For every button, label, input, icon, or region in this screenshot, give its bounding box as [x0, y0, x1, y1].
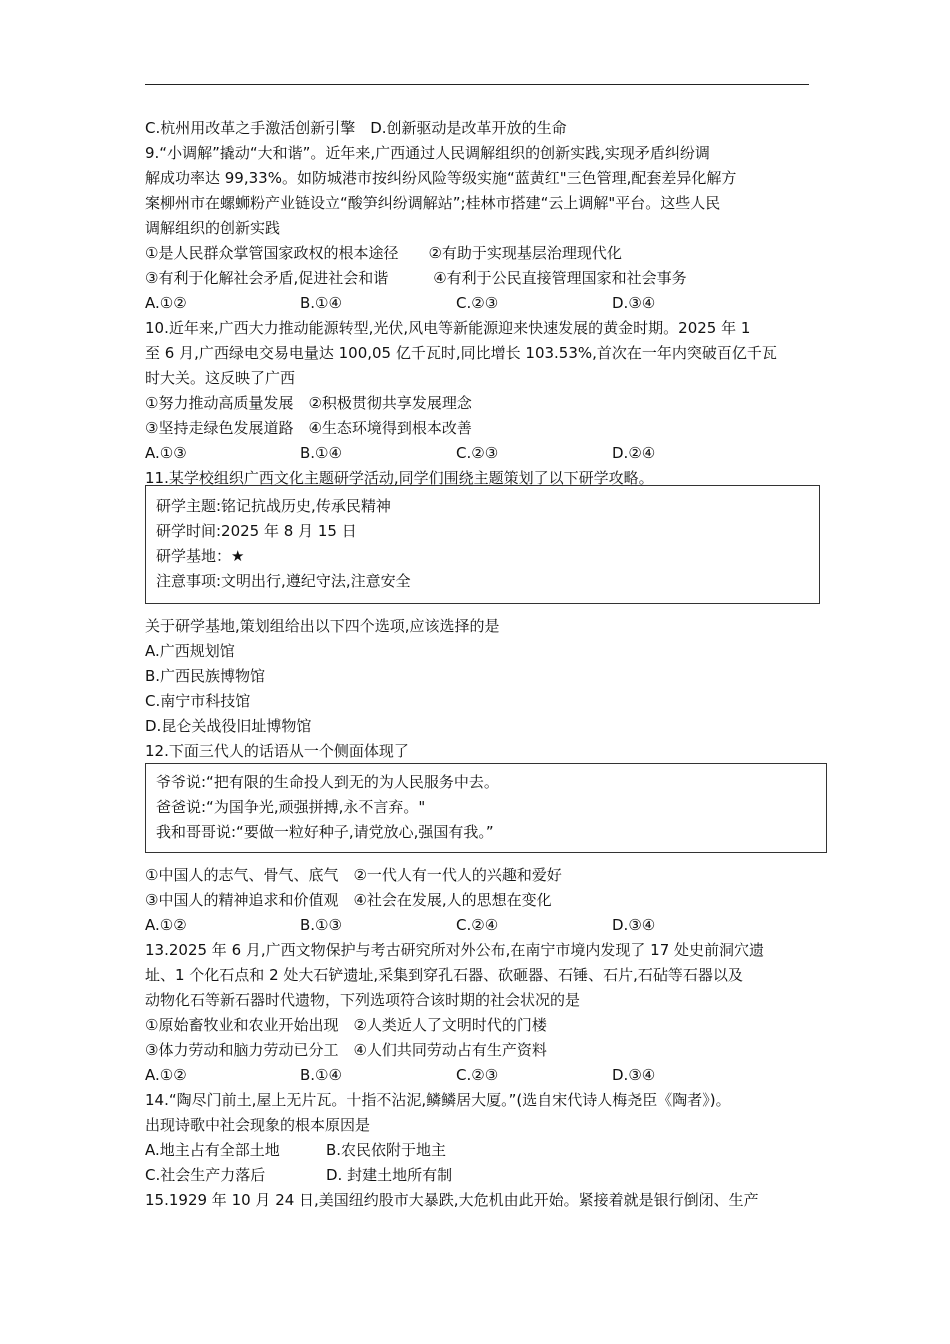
q9-statements-34: ③有利于化解社会矛盾,促进社会和谐 ④有利于公民直接管理国家和社会事务 [145, 269, 687, 287]
quote-brothers: 我和哥哥说:“要做一粒好种子,请党放心,强国有我。” [156, 823, 494, 841]
q13-option-b: B.①④ [300, 1066, 342, 1084]
q13-option-c: C.②③ [456, 1066, 499, 1084]
q10-option-b: B.①④ [300, 444, 342, 462]
quote-dad: 爸爸说:“为国争光,顽强拼搏,永不言弃。" [156, 798, 426, 816]
q11-option-a: A.广西规划馆 [145, 642, 235, 660]
q10-stem-2: 至 6 月,广西绿电交易电量达 100,05 亿千瓦时,同比增长 103.53%,首次在一年内突破百亿千瓦 [145, 344, 777, 362]
q9-stem-3: 案柳州市在螺蛳粉产业链设立“酸笋纠纷调解站”;桂林市搭建“云上调解"平台。这些人民 [145, 194, 721, 212]
q12-option-a: A.①② [145, 916, 187, 934]
q13-stem-1: 13.2025 年 6 月,广西文物保护与考古研究所对外公布,在南宁市境内发现了 17 处史前洞穴遗 [145, 941, 765, 959]
q12-option-c: C.②④ [456, 916, 499, 934]
q10-stem-3: 时大关。这反映了广西 [145, 369, 296, 387]
q11-option-c: C.南宁市科技馆 [145, 692, 251, 710]
q10-statements-12: ①努力推动高质量发展 ②积极贯彻共享发展理念 [145, 394, 472, 412]
q10-statements-34: ③坚持走绿色发展道路 ④生态环境得到根本改善 [145, 419, 472, 437]
header-rule [145, 84, 809, 85]
q9-stem-2: 解成功率达 99,33%。如防城港市按纠纷风险等级实施“蓝黄红"三色管理,配套差异化解方 [145, 169, 737, 187]
q12-statements-34: ③中国人的精神追求和价值观 ④社会在发展,人的思想在变化 [145, 891, 552, 909]
q13-option-a: A.①② [145, 1066, 187, 1084]
study-notes: 注意事项:文明出行,遵纪守法,注意安全 [156, 572, 411, 590]
q11-option-b: B.广西民族博物馆 [145, 667, 266, 685]
q12-statements-12: ①中国人的志气、骨气、底气 ②一代人有一代人的兴趣和爱好 [145, 866, 562, 884]
q11-stem: 11.某学校组织广西文化主题研学活动,同学们围绕主题策划了以下研学攻略。 [145, 469, 654, 487]
q11-question: 关于研学基地,策划组给出以下四个选项,应该选择的是 [145, 617, 500, 635]
study-time: 研学时间:2025 年 8 月 15 日 [156, 522, 357, 540]
quote-grandpa: 爷爷说:“把有限的生命投人到无的为人民服务中去。 [156, 773, 499, 791]
q12-option-d: D.③④ [612, 916, 656, 934]
q8-options-cd: C.杭州用改革之手激活创新引擎 D.创新驱动是改革开放的生命 [145, 119, 567, 137]
q9-stem-4: 调解组织的创新实践 [145, 219, 281, 237]
q9-statements-12: ①是人民群众掌管国家政权的根本途径 ②有助于实现基层治理现代化 [145, 244, 622, 262]
q12-stem: 12.下面三代人的话语从一个侧面体现了 [145, 742, 409, 760]
q14-stem-2: 出现诗歌中社会现象的根本原因是 [145, 1116, 371, 1134]
q14-stem-1: 14.“陶尽门前土,屋上无片瓦。十指不沾泥,鳞鳞居大厦。”(选自宋代诗人梅尧臣《陶者》)。 [145, 1091, 731, 1109]
q10-option-a: A.①③ [145, 444, 187, 462]
q14-option-d: D. 封建土地所有制 [326, 1166, 453, 1184]
q14-option-b: B.农民依附于地主 [326, 1141, 447, 1159]
quotes-box [145, 763, 827, 853]
q14-option-c: C.社会生产力落后 [145, 1166, 266, 1184]
q9-option-c: C.②③ [456, 294, 499, 312]
q13-stem-3: 动物化石等新石器时代遗物，下列选项符合该时期的社会状况的是 [145, 991, 581, 1009]
q14-option-a: A.地主占有全部土地 [145, 1141, 280, 1159]
q13-stem-2: 址、1 个化石点和 2 处大石铲遗址,采集到穿孔石器、砍砸器、石锤、石片,石砧等石器以及 [145, 966, 743, 984]
q13-option-d: D.③④ [612, 1066, 656, 1084]
q10-option-c: C.②③ [456, 444, 499, 462]
study-base: 研学基地：★ [156, 547, 245, 565]
q9-option-b: B.①④ [300, 294, 342, 312]
study-theme: 研学主题:铭记抗战历史,传承民精神 [156, 497, 391, 515]
q9-option-a: A.①② [145, 294, 187, 312]
study-plan-box [145, 485, 820, 604]
q13-statements-34: ③体力劳动和脑力劳动已分工 ④人们共同劳动占有生产资料 [145, 1041, 547, 1059]
q9-option-d: D.③④ [612, 294, 656, 312]
q10-stem-1: 10.近年来,广西大力推动能源转型,光伏,风电等新能源迎来快速发展的黄金时期。2025 年 1 [145, 319, 751, 337]
q9-stem-1: 9.“小调解”撬动“大和谐”。近年来,广西通过人民调解组织的创新实践,实现矛盾纠纷调 [145, 144, 710, 162]
q13-statements-12: ①原始畜牧业和农业开始出现 ②人类近人了文明时代的门楼 [145, 1016, 547, 1034]
q12-option-b: B.①③ [300, 916, 342, 934]
q15-stem-1: 15.1929 年 10 月 24 日,美国纽约股市大暴跌,大危机由此开始。紧接着就是银行倒闭、生产 [145, 1191, 759, 1209]
q10-option-d: D.②④ [612, 444, 656, 462]
q11-option-d: D.昆仑关战役旧址博物馆 [145, 717, 312, 735]
